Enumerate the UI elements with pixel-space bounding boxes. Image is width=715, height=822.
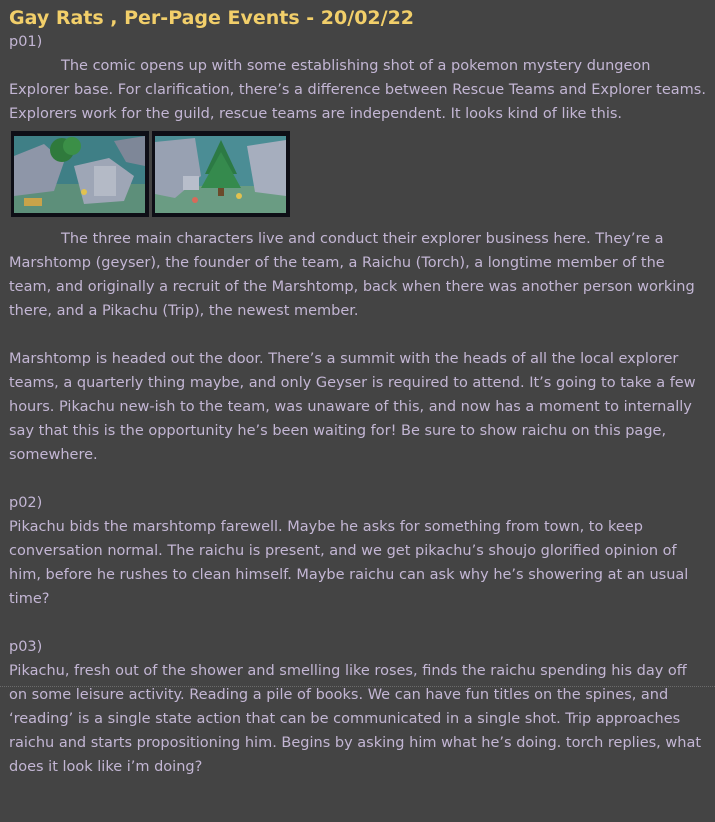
page-section-p02 <box>9 491 706 611</box>
paragraph: The comic opens up with some establishing shot of a pokemon mystery dungeon Explorer base. For clarification, there’s a difference between Rescue Teams and Explorer teams. Explorers work for the guild, rescue teams are independent. It looks kind of like this. <box>9 58 706 122</box>
paragraph: The three main characters live and conduct their explorer business here. They’re a Marshtomp (geyser), the founder of the team, a Raichu (Torch), a longtime member of the team, and originally a recruit of the Marshtomp, back when there was another person working there, and a Pikachu (Trip), the newest member. <box>9 231 695 319</box>
explorer-base-screenshot-2 <box>152 131 290 217</box>
page-section-p03 <box>9 635 706 779</box>
paragraph: Marshtomp is headed out the door. There’s a summit with the heads of all the local explorer teams, a quarterly thing maybe, and only Geyser is required to attend. It’s going to take a few hours. Pikachu new-ish to the team, was unaware of this, and now has a moment to internally say that this is the opportunity he’s been waiting for! Be sure to show raichu on this page, somewhere. <box>9 351 696 463</box>
page-section-p01 <box>9 30 706 467</box>
document-title: Gay Rats , Per-Page Events - 20/02/22 <box>9 7 415 29</box>
explorer-base-screenshot-1 <box>11 131 149 217</box>
page-label: p02) <box>9 495 43 511</box>
paragraph: Pikachu, fresh out of the shower and smelling like roses, finds the raichu spending his day off on some leisure activity. Reading a pile of books. We can have fun titles on the spines, and ‘reading’ is a single state action that can be communicated in a single shot. Trip approaches raichu and starts propositioning him. Begins by asking him what he’s doing. torch replies, what does it look like i’m doing? <box>9 663 702 775</box>
reference-images <box>11 131 706 217</box>
page-label: p03) <box>9 639 43 655</box>
paragraph: Pikachu bids the marshtomp farewell. Maybe he asks for something from town, to keep conversation normal. The raichu is present, and we get pikachu’s shoujo glorified opinion of him, before he rushes to clean himself. Maybe raichu can ask why he’s showering at an usual time? <box>9 519 689 607</box>
page-label: p01) <box>9 34 43 50</box>
section-divider <box>0 686 715 687</box>
